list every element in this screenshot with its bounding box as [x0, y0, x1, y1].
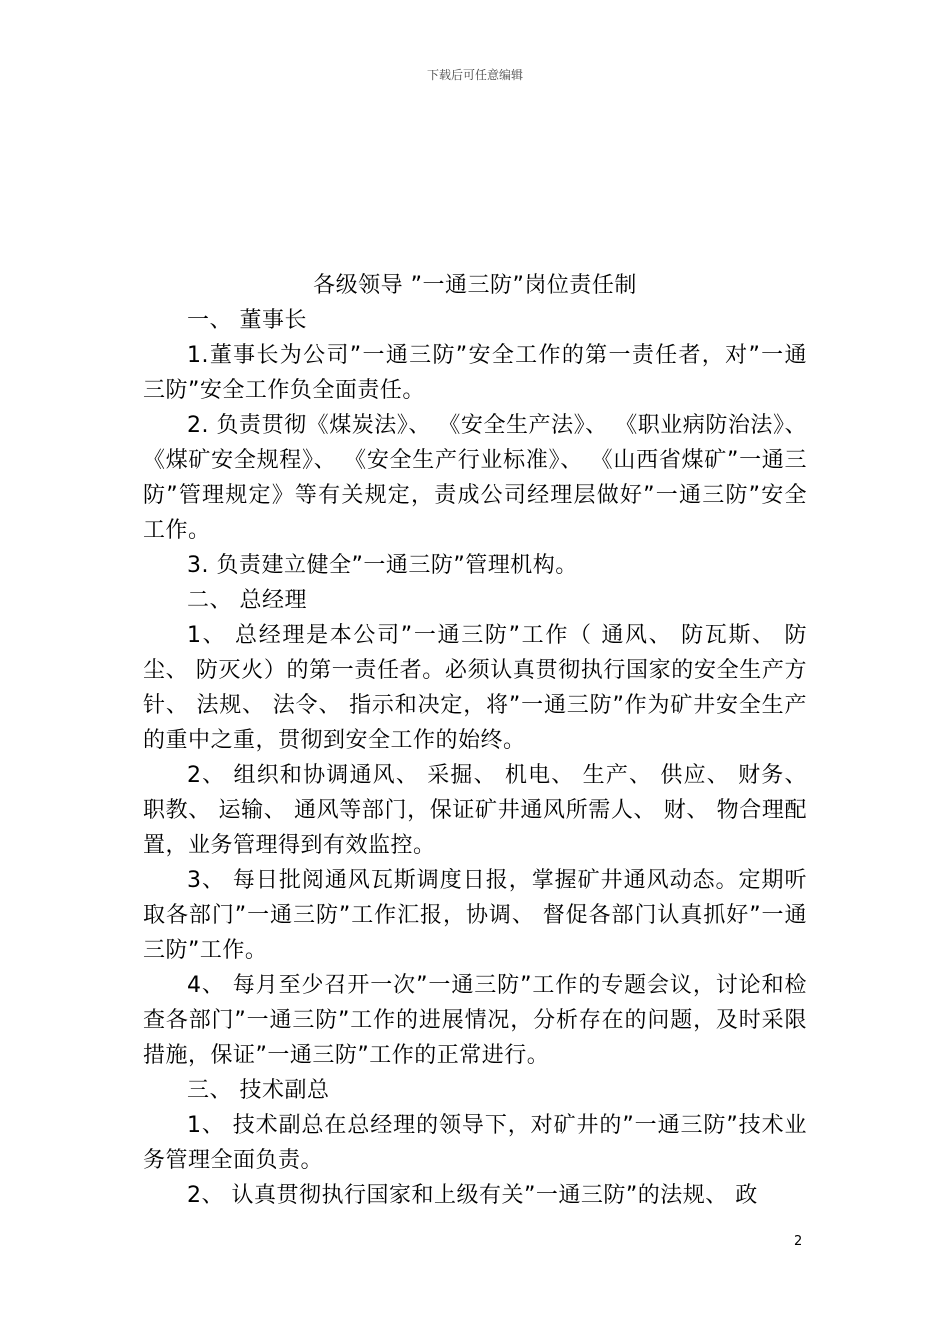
paragraph: 3、 每日批阅通风瓦斯调度日报，掌握矿井通风动态。定期听取各部门”一通三防”工作汇报，协调、 督促各部门认真抓好”一通三防”工作。 [143, 868, 807, 963]
section-heading-chairman: 一、 董事长 [187, 308, 307, 333]
paragraph: 1.董事长为公司”一通三防”安全工作的第一责任者，对”一通三防”安全工作负全面责任。 [143, 343, 807, 403]
document-title: 各级领导 ”一通三防”岗位责任制 [313, 273, 637, 298]
paragraph: 2、 组织和协调通风、 采掘、 机电、 生产、 供应、 财务、 职教、 运输、 通风等部门，保证矿井通风所需人、 财、 物合理配置，业务管理得到有效监控。 [143, 763, 807, 858]
page-number: 2 [794, 1234, 803, 1249]
paragraph: 2、 认真贯彻执行国家和上级有关”一通三防”的法规、 政 [187, 1183, 758, 1208]
paragraph: 3. 负责建立健全”一通三防”管理机构。 [187, 553, 578, 578]
paragraph: 4、 每月至少召开一次”一通三防”工作的专题会议，讨论和检查各部门”一通三防”工作的进展情况，分析存在的问题，及时采限措施，保证”一通三防”工作的正常进行。 [143, 973, 807, 1068]
section-heading-technical-deputy: 三、 技术副总 [187, 1078, 330, 1103]
page-header: 下载后可任意编辑 [426, 68, 523, 82]
document-body [143, 268, 807, 1213]
section-heading-general-manager: 二、 总经理 [187, 588, 307, 613]
paragraph: 1、 技术副总在总经理的领导下，对矿井的”一通三防”技术业务管理全面负责。 [143, 1113, 807, 1173]
paragraph: 2. 负责贯彻《煤炭法》、 《安全生产法》、 《职业病防治法》、 《煤矿安全规程》、 《安全生产行业标准》、 《山西省煤矿”一通三防”管理规定》等有关规定，责成公司经理层做好”一通三防”安全工作。 [143, 413, 807, 543]
paragraph: 1、 总经理是本公司”一通三防”工作（ 通风、 防瓦斯、 防尘、 防灭火）的第一责任者。必须认真贯彻执行国家的安全生产方针、 法规、 法令、 指示和决定，将”一通三防”作为矿井安全生产的重中之重，贯彻到安全工作的始终。 [143, 623, 807, 753]
